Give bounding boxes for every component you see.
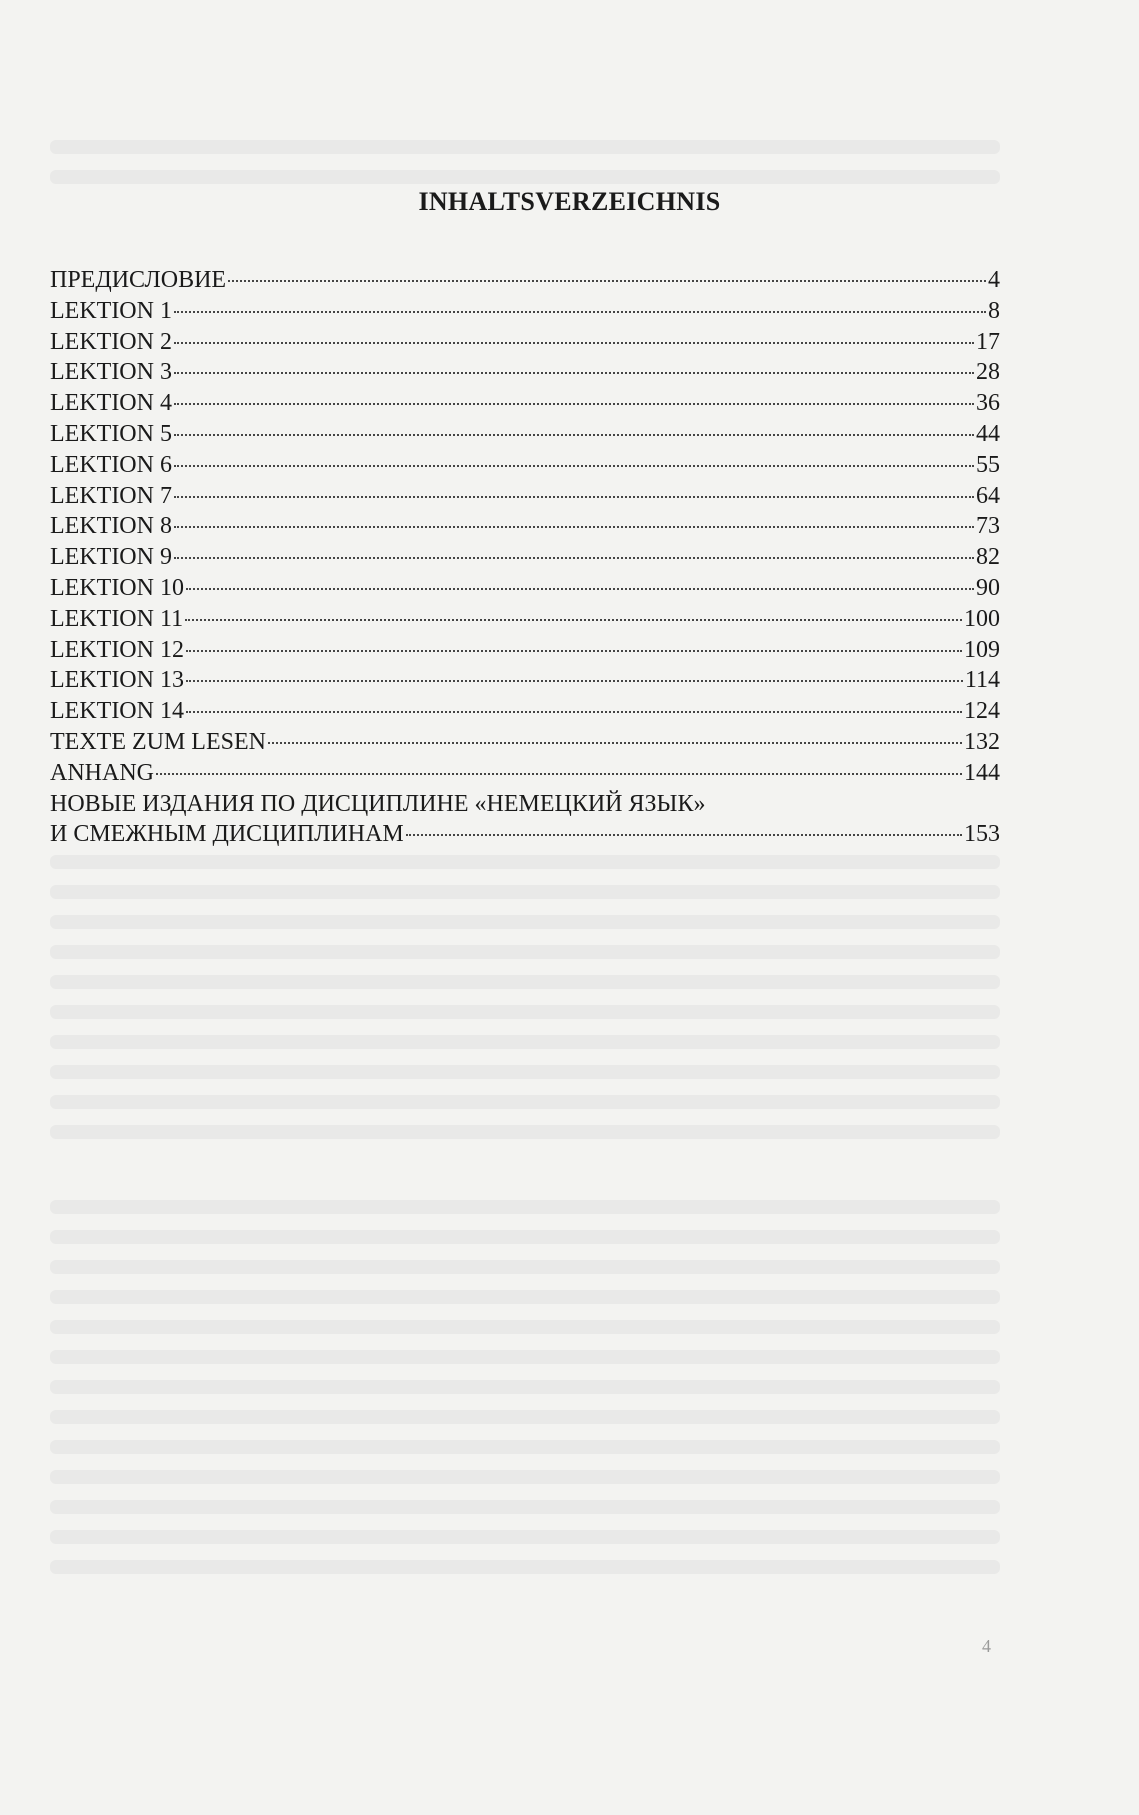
- toc-entry-page: 114: [964, 667, 1000, 694]
- leader-dots: [268, 742, 962, 744]
- bleed-through-line: [50, 1350, 1000, 1364]
- leader-dots: [406, 834, 962, 836]
- bleed-through-line: [50, 1005, 1000, 1019]
- bleed-through-line: [50, 1260, 1000, 1274]
- toc-entry-label: LEKTION 9: [50, 544, 172, 571]
- toc-entry[interactable]: [50, 450, 1000, 481]
- bleed-through-line: [50, 975, 1000, 989]
- toc-entry-page: 144: [964, 759, 1000, 786]
- toc-entry-page: 4: [988, 267, 1000, 293]
- toc-entry-label: LEKTION 5: [50, 420, 172, 447]
- bleed-through-line: [50, 1440, 1000, 1454]
- toc-entry-label: LEKTION 11: [50, 605, 184, 632]
- toc-entry-page: 55: [976, 451, 1000, 478]
- toc-entry-label: ANHANG: [50, 759, 154, 786]
- toc-entry-multiline-last[interactable]: [50, 819, 1000, 850]
- leader-dots: [228, 280, 986, 282]
- bleed-through-line: [50, 1470, 1000, 1484]
- toc-entry[interactable]: [50, 573, 1000, 604]
- toc-entry[interactable]: [50, 635, 1000, 666]
- toc-entry[interactable]: [50, 388, 1000, 419]
- toc-entry-page: 100: [964, 605, 1000, 632]
- toc-entry[interactable]: [50, 265, 1000, 296]
- bleed-through-line: [50, 1065, 1000, 1079]
- toc-entry-label: ПРЕДИСЛОВИЕ: [50, 267, 227, 293]
- bleed-through-line: [50, 1410, 1000, 1424]
- leader-dots: [174, 311, 986, 313]
- toc-entry-page: 109: [964, 636, 1000, 663]
- leader-dots: [174, 465, 974, 467]
- bleed-through-line: [50, 1230, 1000, 1244]
- bleed-through-line: [50, 855, 1000, 869]
- toc-entry-multiline-first[interactable]: [50, 789, 1000, 820]
- toc-entry[interactable]: [50, 542, 1000, 573]
- toc-entry[interactable]: [50, 481, 1000, 512]
- bleed-through-line: [50, 1200, 1000, 1214]
- bleed-through-line: [50, 170, 1000, 184]
- toc-entry-page: 36: [976, 390, 1000, 417]
- bleed-through-line: [50, 1035, 1000, 1049]
- toc-entry-label: LEKTION 8: [50, 513, 172, 540]
- leader-dots: [174, 496, 974, 498]
- leader-dots: [174, 526, 974, 528]
- toc-entry[interactable]: [50, 758, 1000, 789]
- toc-entry-label: LEKTION 13: [50, 667, 184, 694]
- toc-entry-page: 153: [964, 821, 1000, 848]
- bleed-through-line: [50, 1530, 1000, 1544]
- toc-entry-page: 44: [976, 420, 1000, 447]
- toc-entry-label: LEKTION 1: [50, 297, 172, 324]
- leader-dots: [174, 342, 974, 344]
- toc-entry[interactable]: [50, 357, 1000, 388]
- toc-heading: INHALTSVERZEICHNIS: [418, 187, 721, 216]
- toc-entry[interactable]: [50, 696, 1000, 727]
- toc-entry-label: LEKTION 3: [50, 359, 172, 386]
- bleed-through-line: [50, 1095, 1000, 1109]
- toc-entry-page: 124: [964, 698, 1000, 725]
- toc-entry-page: 8: [988, 297, 1000, 324]
- toc-entry-label: LEKTION 7: [50, 482, 172, 509]
- page-number: 4: [982, 1636, 991, 1656]
- toc-entry-page: 64: [976, 482, 1000, 509]
- bleed-through-line: [50, 945, 1000, 959]
- table-of-contents: [50, 265, 1000, 850]
- toc-entry-label: LEKTION 10: [50, 574, 184, 601]
- toc-entry-label: И СМЕЖНЫМ ДИСЦИПЛИНАМ: [50, 821, 404, 848]
- bleed-through-line: [50, 885, 1000, 899]
- leader-dots: [174, 434, 974, 436]
- leader-dots: [156, 773, 962, 775]
- leader-dots: [185, 619, 962, 621]
- toc-entry-page: 90: [976, 574, 1000, 601]
- toc-entry-label: LEKTION 4: [50, 390, 172, 417]
- bleed-through-line: [50, 140, 1000, 154]
- toc-entry-label: LEKTION 2: [50, 328, 172, 355]
- toc-entry[interactable]: [50, 511, 1000, 542]
- bleed-through-line: [50, 1380, 1000, 1394]
- bleed-through-line: [50, 1290, 1000, 1304]
- toc-entry[interactable]: [50, 327, 1000, 358]
- toc-entry-label: LEKTION 14: [50, 698, 184, 725]
- bleed-through-line: [50, 1125, 1000, 1139]
- toc-entry-page: 82: [976, 544, 1000, 571]
- leader-dots: [174, 557, 974, 559]
- toc-entry-label: LEKTION 6: [50, 451, 172, 478]
- leader-dots: [186, 650, 962, 652]
- toc-entry-page: 73: [976, 513, 1000, 540]
- leader-dots: [186, 588, 974, 590]
- toc-entry[interactable]: [50, 296, 1000, 327]
- toc-entry[interactable]: [50, 604, 1000, 635]
- leader-dots: [186, 711, 962, 713]
- toc-entry[interactable]: [50, 665, 1000, 696]
- toc-entry-page: 28: [976, 359, 1000, 386]
- toc-entry-page: 17: [976, 328, 1000, 355]
- bleed-through-line: [50, 1560, 1000, 1574]
- toc-entry[interactable]: [50, 419, 1000, 450]
- bleed-through-line: [50, 1320, 1000, 1334]
- toc-entry[interactable]: [50, 727, 1000, 758]
- leader-dots: [186, 680, 963, 682]
- toc-entry-label: LEKTION 12: [50, 636, 184, 663]
- toc-entry-label: НОВЫЕ ИЗДАНИЯ ПО ДИСЦИПЛИНЕ «НЕМЕЦКИЙ ЯЗЫК»: [50, 790, 706, 817]
- bleed-through-line: [50, 1500, 1000, 1514]
- toc-entry-page: 132: [964, 728, 1000, 755]
- leader-dots: [174, 403, 974, 405]
- bleed-through-line: [50, 915, 1000, 929]
- toc-entry-label: TEXTE ZUM LESEN: [50, 728, 266, 755]
- leader-dots: [174, 372, 974, 374]
